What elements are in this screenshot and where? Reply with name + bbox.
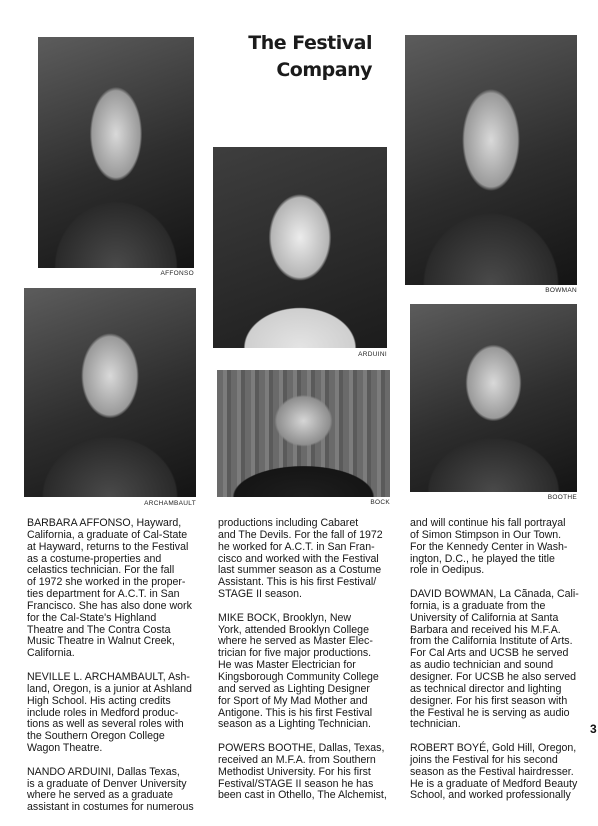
text-line: Kingsborough Community College — [218, 670, 379, 683]
text-line: He is a graduate of Medford Beauty — [410, 777, 578, 790]
text-line: For the Kennedy Center in Wash- — [410, 540, 568, 553]
text-line: BARBARA AFFONSO, Hayward, — [27, 517, 182, 529]
text-column-1 — [27, 518, 217, 826]
text-line: as technical director and lighting — [410, 682, 562, 695]
text-line: technician. — [410, 718, 461, 731]
text-line: for Sport of My Mad Mother and — [218, 694, 368, 707]
text-line: the Southern Oregon College — [27, 730, 165, 743]
text-line: include roles in Medford produc- — [27, 706, 179, 719]
text-line: He was Master Electrician for — [218, 659, 356, 672]
photo-bowman — [405, 35, 577, 285]
text-line: ROBERT BOYÉ, Gold Hill, Oregon, — [410, 742, 577, 755]
text-line: as a costume-properties and — [27, 552, 162, 565]
text-line: is a graduate of Denver University — [27, 777, 187, 790]
photo-affonso — [38, 37, 194, 268]
text-line: High School. His acting credits — [27, 694, 171, 707]
title-line-2: Company — [276, 59, 372, 81]
text-line: the Festival he is serving as audio — [410, 706, 570, 719]
photo-archambault — [24, 288, 196, 497]
text-line: season as the Festival hairdresser. — [410, 765, 574, 778]
text-line: MIKE BOCK, Brooklyn, New — [218, 611, 352, 624]
text-line: Methodist University. For his first — [218, 765, 371, 778]
text-line: Assistant. This is his first Festival/ — [218, 576, 377, 589]
bio-bock — [218, 613, 408, 731]
caption-archambault: ARCHAMBAULT — [144, 500, 196, 507]
text-line: where he served as Master Elec- — [218, 635, 373, 648]
text-line: role in Oedipus. — [410, 564, 485, 577]
text-line: celastics technician. For the fall — [27, 564, 175, 577]
text-line: season as a Lighting Technician. — [218, 718, 371, 731]
text-line: land, Oregon, is a junior at Ashland — [27, 682, 192, 695]
text-line: and will continue his fall portrayal — [410, 517, 566, 529]
text-line: Festival/STAGE II season he has — [218, 777, 374, 790]
text-column-3 — [410, 518, 595, 814]
text-line: received an M.F.A. from Southern — [218, 753, 376, 766]
text-line: fornia, is a graduate from the — [410, 599, 546, 612]
caption-boothe: BOOTHE — [547, 494, 577, 501]
bio-boothe-cont — [410, 518, 595, 577]
text-line: California, a graduate of Cal-State — [27, 528, 188, 541]
text-line: of 1972 she worked in the proper- — [27, 576, 186, 589]
caption-bowman: BOWMAN — [545, 287, 577, 294]
text-line: assistant in costumes for numerous — [27, 801, 194, 814]
text-column-2 — [218, 518, 408, 814]
text-line: joins the Festival for his second — [410, 753, 558, 766]
text-line: NEVILLE L. ARCHAMBAULT, Ash- — [27, 670, 190, 683]
text-line: Barbara and received his M.F.A. — [410, 623, 561, 636]
text-line: Francisco. She has also done work — [27, 599, 192, 612]
text-line: he worked for A.C.T. in San Fran- — [218, 540, 375, 553]
text-line: where he served as a graduate — [27, 789, 174, 802]
photo-arduini — [213, 147, 387, 348]
text-line: productions including Cabaret — [218, 517, 359, 529]
text-line: designer. For UCSB he also served — [410, 670, 577, 683]
bio-archambault — [27, 672, 217, 755]
text-line: from the California Institute of Arts. — [410, 635, 573, 648]
page-number: 3 — [590, 722, 597, 736]
bio-affonso — [27, 518, 217, 660]
text-line: of Simon Stimpson in Our Town. — [410, 528, 562, 541]
text-line: POWERS BOOTHE, Dallas, Texas, — [218, 742, 385, 755]
text-line: cisco and worked with the Festival — [218, 552, 379, 565]
caption-affonso: AFFONSO — [160, 270, 194, 277]
text-line: ington, D.C., he played the title — [410, 552, 555, 565]
text-line: been cast in Othello, The Alchemist, — [218, 789, 387, 802]
text-line: ties department for A.C.T. in San — [27, 588, 180, 601]
title-line-1: The Festival — [248, 32, 372, 54]
text-line: For Cal Arts and UCSB he served — [410, 647, 569, 660]
page-title — [222, 30, 372, 84]
photo-boothe — [410, 304, 577, 492]
text-line: STAGE II season. — [218, 588, 302, 601]
bio-arduini — [27, 767, 217, 814]
text-line: and The Devils. For the fall of 1972 — [218, 528, 383, 541]
text-line: University of California at Santa — [410, 611, 559, 624]
text-line: Music Theatre in Walnut Creek, — [27, 635, 175, 648]
caption-arduini: ARDUINI — [358, 351, 387, 358]
bio-boothe — [218, 743, 408, 802]
photo-bock — [217, 370, 390, 497]
text-line: NANDO ARDUINI, Dallas Texas, — [27, 765, 180, 778]
text-line: California. — [27, 647, 75, 660]
bio-boye — [410, 743, 595, 802]
text-line: tions as well as several roles with — [27, 718, 184, 731]
text-line: trician for five major productions. — [218, 647, 372, 660]
text-line: as audio technician and sound — [410, 659, 554, 672]
bio-bowman — [410, 589, 595, 731]
text-line: Wagon Theatre. — [27, 742, 103, 755]
text-line: DAVID BOWMAN, La Cãnada, Cali- — [410, 588, 579, 601]
text-line: for the Cal-State's Highland — [27, 611, 157, 624]
text-line: Theatre and The Contra Costa — [27, 623, 171, 636]
text-line: last summer season as a Costume — [218, 564, 382, 577]
text-line: School, and worked professionally — [410, 789, 571, 802]
text-line: Antigone. This is his first Festival — [218, 706, 373, 719]
text-line: York, attended Brooklyn College — [218, 623, 369, 636]
text-line: and served as Lighting Designer — [218, 682, 370, 695]
text-line: designer. For his first season with — [410, 694, 568, 707]
text-line: at Hayward, returns to the Festival — [27, 540, 189, 553]
bio-arduini-cont — [218, 518, 408, 601]
caption-bock: BOCK — [370, 499, 390, 506]
